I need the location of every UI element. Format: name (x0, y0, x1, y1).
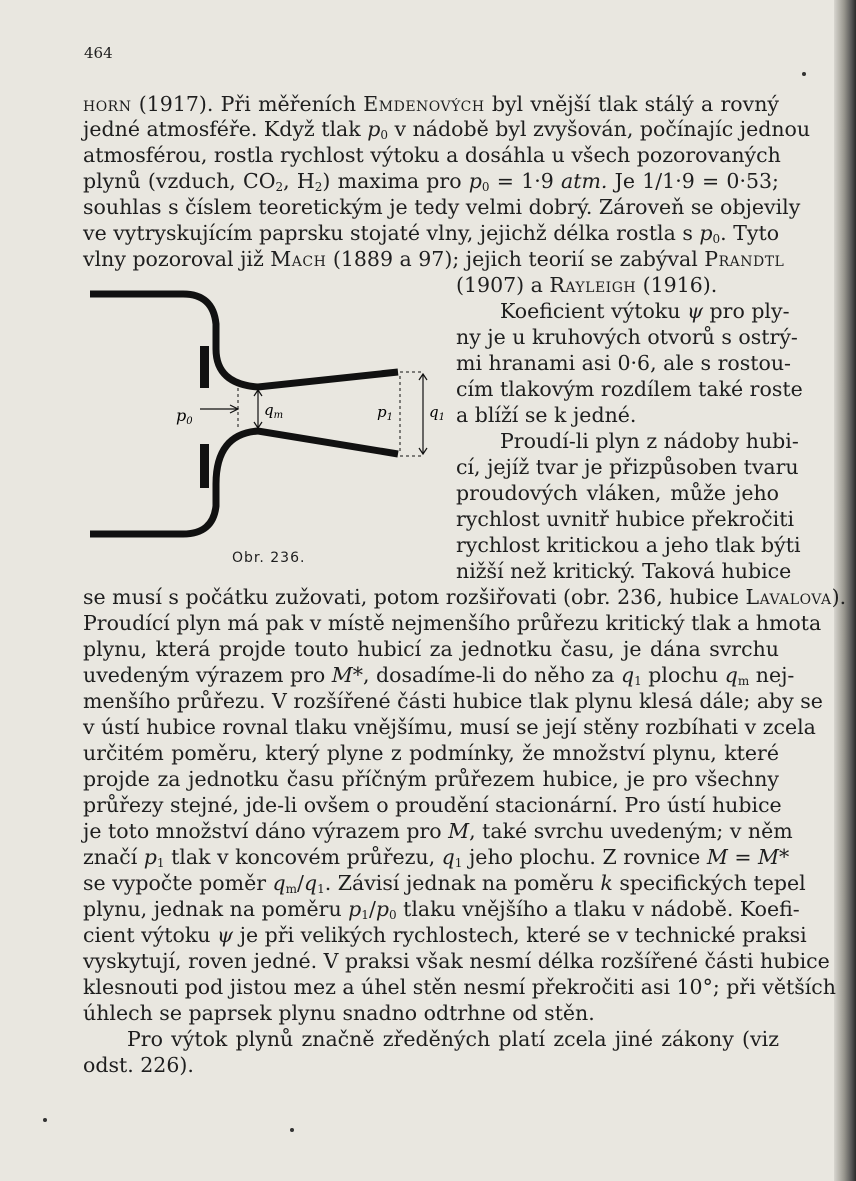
text-run: pro ply- (703, 299, 790, 323)
text-line (83, 247, 785, 271)
speck (43, 1118, 47, 1122)
text-line (456, 429, 799, 453)
text-line (456, 377, 803, 401)
text-run: je při velikých rychlostech, které se v technické praksi (233, 923, 807, 947)
text-line (456, 507, 794, 531)
text-line (456, 455, 799, 479)
text-run: odst. 226). (83, 1053, 194, 1077)
text-line (83, 741, 779, 765)
text-line (456, 351, 791, 375)
text-line (83, 663, 795, 688)
text-run: p (348, 897, 362, 921)
text-run: průřezy stejné, jde-li ovšem o proudění stacionární. Pro ústí hubice (83, 793, 782, 817)
text-run: klesnouti pod jistou mez a úhel stěn nesmí překročiti asi 10°; při větších (83, 975, 836, 999)
text-run: Koeficient výtoku (500, 299, 687, 323)
text-line (83, 871, 806, 896)
text-run: p (143, 845, 157, 869)
text-run: plynu, jednak na poměru (83, 897, 349, 921)
text-run: Lavalova (745, 585, 832, 609)
text-run: souhlas s číslem teoretickým je tedy velmi dobrý. Zároveň se objevily (83, 195, 801, 219)
text-run: proudových vláken, může jeho (456, 481, 779, 505)
text-run: ψ (217, 923, 234, 947)
text-run: 0 (481, 180, 490, 194)
text-run: . Tyto (720, 221, 780, 245)
speck (290, 1128, 294, 1132)
text-line (83, 819, 793, 843)
text-run: nej- (749, 663, 795, 687)
text-run: Pro výtok plynů značně zředěných platí zcela jiné zákony (viz (127, 1027, 779, 1051)
text-run: M* (331, 663, 364, 687)
text-run: M (706, 845, 728, 869)
text-run: , H (283, 169, 315, 193)
text-run: m (737, 674, 750, 688)
text-run: projde za jednotku času příčným průřezem hubice, je pro všechny (83, 767, 779, 791)
text-run: byl vnější tlak stálý a rovný (484, 92, 779, 116)
text-run: vyskytují, roven jedné. V praksi však nesmí délka rozšířené části hubice (83, 949, 830, 973)
text-line (83, 221, 779, 245)
text-run: M (448, 819, 470, 843)
text-run: , dosadíme-li do něho za (363, 663, 621, 687)
text-run: = 1·9 (489, 169, 562, 193)
text-line (83, 793, 782, 817)
text-run: Emdenových (363, 92, 485, 116)
text-run: (1917). Při měřeních (131, 92, 364, 116)
label-p1: $p_1$ (377, 403, 393, 423)
text-run: m (285, 882, 298, 896)
text-run: . Závisí jednak na poměru (324, 871, 601, 895)
text-line (83, 767, 779, 791)
text-run: úhlech se paprsek plynu snadno odtrhne od stěn. (83, 1001, 595, 1025)
text-run: plochu (641, 663, 725, 687)
text-line (83, 195, 801, 219)
text-run: 2 (275, 180, 284, 194)
text-line (83, 637, 779, 661)
text-line (83, 897, 800, 922)
upper-inner-plate (200, 346, 209, 388)
text-line (83, 845, 790, 870)
text-run: p (699, 221, 713, 245)
page-number: 464 (84, 44, 113, 62)
nozzle-diagram (88, 284, 458, 544)
label-qm: $q_m$ (264, 401, 284, 421)
text-run: nižší než kritický. Taková hubice (456, 559, 792, 583)
figure-236-laval-nozzle (88, 284, 458, 544)
text-run: p (468, 169, 482, 193)
text-run: p (375, 897, 389, 921)
text-run: 1 (454, 856, 463, 870)
text-run: q (441, 845, 455, 869)
text-run: q (272, 871, 286, 895)
text-line (83, 117, 811, 142)
text-run: ψ (686, 299, 704, 323)
lower-inner-plate (200, 444, 209, 488)
text-run: rychlost kritickou a jeho tlak býti (456, 533, 801, 557)
text-run: jedné atmosféře. Když tlak (83, 117, 368, 141)
text-run: jeho plochu. Z rovnice (462, 845, 707, 869)
text-line (456, 559, 792, 583)
text-run: Je 1/1·9 = 0·53; (607, 169, 779, 193)
text-line (83, 923, 807, 947)
text-line (456, 299, 790, 323)
text-run: ve vytryskujícím paprsku stojaté vlny, jejichž délka rostla s (83, 221, 700, 245)
text-run: cient výtoku (83, 923, 218, 947)
text-run: je toto množství dáno výrazem pro (83, 819, 449, 843)
text-run: 2 (314, 180, 323, 194)
text-run: tlaku vnějšího a tlaku v nádobě. Koefi- (396, 897, 800, 921)
text-line (83, 1027, 779, 1051)
text-run: cí, jejíž tvar je přizpůsoben tvaru (456, 455, 799, 479)
text-line (83, 92, 779, 116)
text-run: / (297, 871, 304, 895)
text-line (83, 689, 823, 713)
text-run: (1916). (636, 273, 718, 297)
text-run: Proudící plyn má pak v místě nejmenšího průřezu kritický tlak a hmota (83, 611, 822, 635)
text-run: (1907) a (456, 273, 550, 297)
text-run: horn (83, 92, 132, 116)
text-run: M* (758, 845, 790, 869)
text-run: plynů (vzduch, CO (83, 169, 276, 193)
text-run: Prandtl (704, 247, 785, 271)
text-run: atm. (561, 169, 608, 193)
text-run: uvedeným výrazem pro (83, 663, 332, 687)
text-line (83, 949, 830, 973)
text-line (83, 715, 816, 739)
text-line (456, 403, 779, 427)
text-line (83, 1053, 779, 1077)
text-run: mi hranami asi 0·6, ale s rostou- (456, 351, 791, 375)
nozzle-lower-wall (90, 431, 398, 534)
text-run: q (620, 663, 635, 687)
text-run: 1 (634, 674, 642, 688)
text-line (456, 273, 779, 297)
text-run: 0 (380, 128, 388, 142)
text-run: Proudí-li plyn z nádoby hubi- (500, 429, 799, 453)
text-line (83, 143, 779, 167)
text-run: ). (831, 585, 847, 609)
text-run: atmosférou, rostla rychlost výtoku a dosáhla u všech pozorovaných (83, 143, 781, 167)
text-run: q (724, 663, 738, 687)
text-run: tlak v koncovém průřezu, (164, 845, 442, 869)
text-line (83, 169, 779, 193)
text-run: Rayleigh (549, 273, 637, 297)
text-run: menšího průřezu. V rozšířené části hubice tlak plynu klesá dále; aby se (83, 689, 823, 713)
text-run: značí (83, 845, 144, 869)
text-line (83, 975, 836, 999)
label-q1: $q_1$ (429, 403, 445, 423)
text-run: cím tlakovým rozdílem také roste (456, 377, 803, 401)
text-run: specifických tepel (612, 871, 806, 895)
text-run: 1 (361, 908, 369, 922)
text-run: (1889 a 97); jejich teorií se zabýval (326, 247, 705, 271)
speck (802, 72, 806, 76)
text-run: 1 (317, 882, 325, 896)
text-run: rychlost uvnitř hubice překročiti (456, 507, 794, 531)
text-run: 0 (712, 232, 721, 246)
text-line (83, 1001, 779, 1025)
text-run: , také svrchu uvedeným; v něm (469, 819, 793, 843)
text-line (456, 325, 798, 349)
text-run: v ústí hubice rovnal tlaku vnějšímu, musí se její stěny rozbíhati v zcela (83, 715, 816, 739)
text-run: 0 (388, 908, 397, 922)
text-run: vlny pozoroval již (83, 247, 271, 271)
nozzle-upper-wall (90, 294, 398, 387)
text-line (83, 611, 822, 635)
text-run: ny je u kruhových otvorů s ostrý- (456, 325, 798, 349)
text-run: q (303, 871, 318, 895)
text-run: k (600, 871, 613, 895)
text-run: / (368, 897, 376, 921)
text-line (83, 585, 847, 609)
text-run: v nádobě byl zvyšován, počínajíc jednou (387, 117, 811, 141)
figure-caption: Obr. 236. (232, 550, 306, 566)
text-line (456, 481, 779, 505)
label-p0: p0 (176, 406, 193, 427)
text-line (456, 533, 801, 557)
text-run: a blíží se k jedné. (456, 403, 637, 427)
text-run: se musí s počátku zužovati, potom rozšiřovati (obr. 236, hubice (83, 585, 746, 609)
text-run: 1 (156, 856, 165, 870)
text-run: p (367, 117, 381, 141)
text-run: ) maxima pro (322, 169, 469, 193)
text-run: se vypočte poměr (83, 871, 273, 895)
text-run: plynu, která projde touto hubicí za jednotku času, je dána svrchu (83, 637, 779, 661)
text-run: určitém poměru, který plyne z podmínky, že množství plynu, které (83, 741, 779, 765)
text-run: Mach (270, 247, 327, 271)
text-run: = (727, 845, 759, 869)
